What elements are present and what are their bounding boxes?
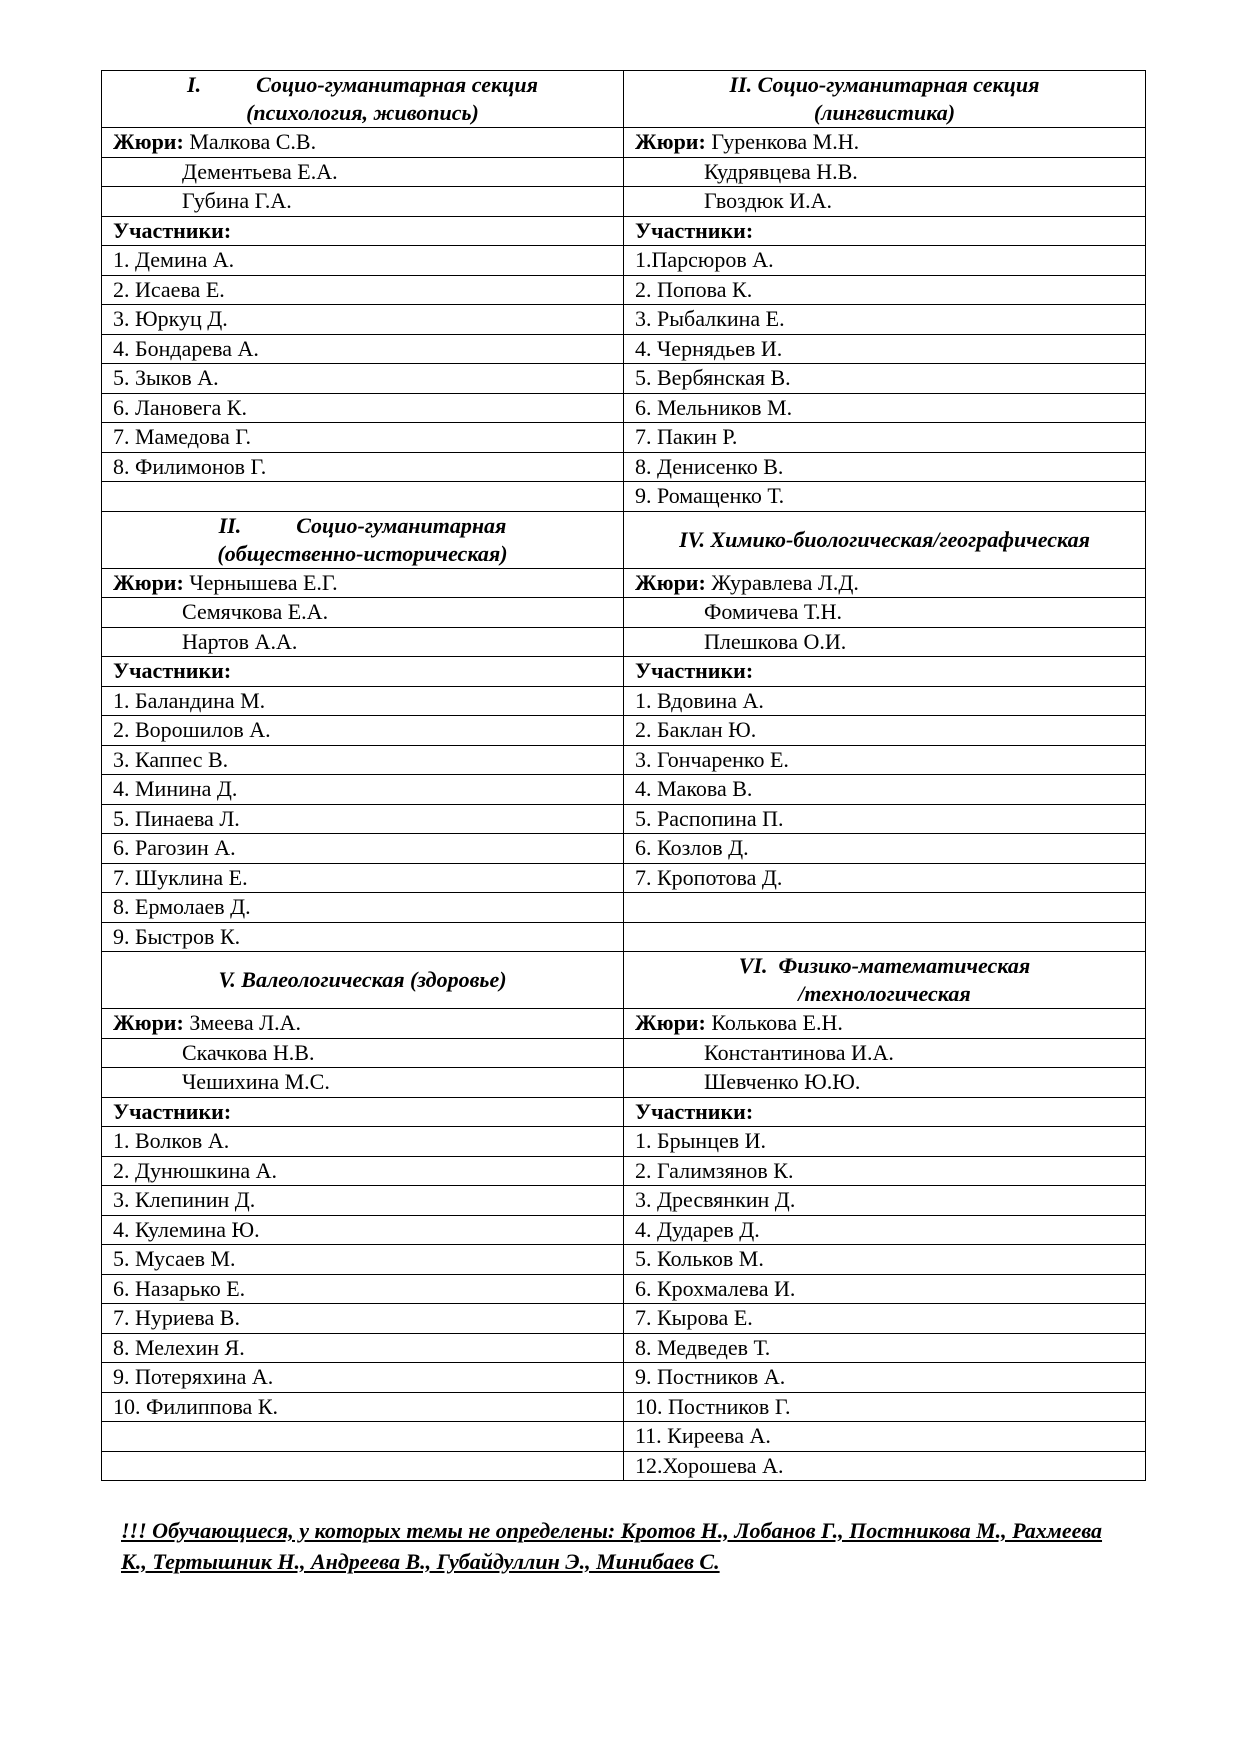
section-title	[102, 952, 624, 1009]
section-title-line: I. Социо-гуманитарная секция	[187, 72, 538, 97]
participant-row	[102, 1274, 1146, 1304]
jury-row	[102, 598, 1146, 628]
participant: 5. Кольков М.	[624, 1245, 1146, 1275]
participant: 3. Дресвянкин Д.	[624, 1186, 1146, 1216]
jury-member	[102, 627, 624, 657]
section-title-line: II. Социо-гуманитарная секция	[729, 72, 1040, 97]
jury-member	[102, 187, 624, 217]
participant: 5. Вербянская В.	[624, 364, 1146, 394]
participants-label: Участники:	[624, 216, 1146, 246]
participant: 7. Нуриева В.	[102, 1304, 624, 1334]
participant: 10. Постников Г.	[624, 1392, 1146, 1422]
participant: 8. Медведев Т.	[624, 1333, 1146, 1363]
participant: 3. Клепинин Д.	[102, 1186, 624, 1216]
jury-member	[102, 598, 624, 628]
jury-member	[102, 1009, 624, 1039]
participant: 11. Киреева А.	[624, 1422, 1146, 1452]
jury-name: Чернышева Е.Г.	[189, 569, 338, 595]
participant-row	[102, 1215, 1146, 1245]
section-title-line: V. Валеологическая (здоровье)	[218, 967, 507, 992]
participant: 1. Волков А.	[102, 1127, 624, 1157]
section-title	[624, 952, 1146, 1009]
participants-label-row	[102, 1097, 1146, 1127]
section-title-line: (лингвистика)	[813, 100, 956, 125]
participant-row	[102, 1333, 1146, 1363]
participant	[102, 1422, 624, 1452]
jury-name: Кудрявцева Н.В.	[704, 158, 858, 184]
participant	[102, 1451, 624, 1481]
jury-row	[102, 627, 1146, 657]
participant: 6. Мельников М.	[624, 393, 1146, 423]
participant: 7. Мамедова Г.	[102, 423, 624, 453]
jury-row	[102, 157, 1146, 187]
participant: 5. Распопина П.	[624, 804, 1146, 834]
participant: 3. Гончаренко Е.	[624, 745, 1146, 775]
section-title-line: (психология, живопись)	[246, 100, 479, 125]
participant: 2. Ворошилов А.	[102, 716, 624, 746]
participant: 1. Баландина М.	[102, 686, 624, 716]
jury-name: Плешкова О.И.	[704, 628, 847, 654]
participant: 7. Кропотова Д.	[624, 863, 1146, 893]
participant: 3. Рыбалкина Е.	[624, 305, 1146, 335]
participant-row	[102, 1186, 1146, 1216]
section-title	[102, 511, 624, 568]
jury-name: Фомичева Т.Н.	[704, 599, 842, 625]
participant: 7. Кырова Е.	[624, 1304, 1146, 1334]
participants-label: Участники:	[102, 216, 624, 246]
section-title	[624, 71, 1146, 128]
jury-member	[102, 1038, 624, 1068]
participant: 1. Демина А.	[102, 246, 624, 276]
participant: 9. Быстров К.	[102, 922, 624, 952]
participant-row	[102, 745, 1146, 775]
section-title-line: VI. Физико-математическая	[738, 953, 1031, 978]
jury-row	[102, 1009, 1146, 1039]
participants-label-row	[102, 657, 1146, 687]
participant-row	[102, 1451, 1146, 1481]
participant	[102, 482, 624, 512]
jury-member	[102, 568, 624, 598]
participant: 6. Назарько Е.	[102, 1274, 624, 1304]
jury-member	[102, 1068, 624, 1098]
participant: 5. Мусаев М.	[102, 1245, 624, 1275]
participant: 4. Бондарева А.	[102, 334, 624, 364]
jury-label: Жюри:	[113, 129, 184, 155]
participant-row	[102, 863, 1146, 893]
jury-member	[624, 568, 1146, 598]
participant: 4. Макова В.	[624, 775, 1146, 805]
participant-row	[102, 246, 1146, 276]
participant-row	[102, 305, 1146, 335]
participant: 8. Филимонов Г.	[102, 452, 624, 482]
participants-label: Участники:	[624, 1097, 1146, 1127]
jury-member	[624, 157, 1146, 187]
participant: 4. Чернядьев И.	[624, 334, 1146, 364]
jury-member	[624, 1009, 1146, 1039]
participant: 2. Баклан Ю.	[624, 716, 1146, 746]
participant-row	[102, 1156, 1146, 1186]
jury-name: Константинова И.А.	[704, 1039, 894, 1065]
participant-row	[102, 893, 1146, 923]
jury-name: Дементьева Е.А.	[182, 158, 338, 184]
participant: 1. Брынцев И.	[624, 1127, 1146, 1157]
participant: 2. Исаева Е.	[102, 275, 624, 305]
jury-name: Семячкова Е.А.	[182, 599, 329, 625]
participants-label: Участники:	[102, 657, 624, 687]
jury-member	[624, 1068, 1146, 1098]
section-title-line: II. Социо-гуманитарная	[218, 512, 507, 538]
participant: 8. Ермолаев Д.	[102, 893, 624, 923]
participant: 3. Юркуц Д.	[102, 305, 624, 335]
participant-row	[102, 775, 1146, 805]
jury-member	[624, 1038, 1146, 1068]
participant: 4. Дударев Д.	[624, 1215, 1146, 1245]
undetermined-topics-note: !!! Обучающиеся, у которых темы не определены: Кротов Н., Лобанов Г., Постникова М., Рахмеева К., Тертышник Н., Андреева В., Губайдуллин Э., Минибаев С.	[121, 1518, 1103, 1574]
participant: 9. Постников А.	[624, 1363, 1146, 1393]
jury-name: Нартов А.А.	[182, 628, 298, 654]
participant-row	[102, 393, 1146, 423]
section-header-row	[102, 511, 1146, 568]
participants-label-row	[102, 216, 1146, 246]
participant-row	[102, 804, 1146, 834]
participant-row	[102, 482, 1146, 512]
participant-row	[102, 364, 1146, 394]
participant: 6. Козлов Д.	[624, 834, 1146, 864]
section-title-line: /технологическая	[798, 981, 971, 1006]
jury-member	[102, 128, 624, 158]
participant: 4. Минина Д.	[102, 775, 624, 805]
section-title	[102, 71, 624, 128]
participant: 6. Лановега К.	[102, 393, 624, 423]
jury-label: Жюри:	[113, 1010, 184, 1036]
participant: 3. Каппес В.	[102, 745, 624, 775]
participant: 8. Мелехин Я.	[102, 1333, 624, 1363]
section-title	[624, 511, 1146, 568]
jury-row	[102, 1068, 1146, 1098]
jury-member	[624, 627, 1146, 657]
participant: 6. Рагозин А.	[102, 834, 624, 864]
jury-label: Жюри:	[635, 1010, 706, 1036]
jury-name: Гвоздюк И.А.	[704, 188, 833, 214]
jury-name: Колькова Е.Н.	[711, 1010, 843, 1036]
participant-row	[102, 922, 1146, 952]
participant: 1.Парсюров А.	[624, 246, 1146, 276]
participant	[624, 893, 1146, 923]
section-title-line: IV. Химико-биологическая/географическая	[679, 526, 1090, 552]
participant-row	[102, 275, 1146, 305]
participant: 7. Шуклина Е.	[102, 863, 624, 893]
participants-label: Участники:	[102, 1097, 624, 1127]
participant: 2. Дунюшкина А.	[102, 1156, 624, 1186]
participant-row	[102, 423, 1146, 453]
participant-row	[102, 1363, 1146, 1393]
participant-row	[102, 834, 1146, 864]
sections-table	[101, 70, 1146, 1481]
jury-name: Шевченко Ю.Ю.	[704, 1069, 861, 1095]
participant: 12.Хорошева А.	[624, 1451, 1146, 1481]
jury-row	[102, 568, 1146, 598]
participant: 6. Крохмалева И.	[624, 1274, 1146, 1304]
participant: 8. Денисенко В.	[624, 452, 1146, 482]
participant: 5. Зыков А.	[102, 364, 624, 394]
participant-row	[102, 1304, 1146, 1334]
participant: 4. Кулемина Ю.	[102, 1215, 624, 1245]
participant: 9. Потеряхина А.	[102, 1363, 624, 1393]
participant-row	[102, 686, 1146, 716]
jury-name: Журавлева Л.Д.	[711, 569, 859, 595]
participant: 10. Филиппова К.	[102, 1392, 624, 1422]
participant: 1. Вдовина А.	[624, 686, 1146, 716]
jury-name: Гуренкова М.Н.	[711, 129, 860, 155]
jury-member	[624, 598, 1146, 628]
section-header-row	[102, 71, 1146, 128]
jury-name: Губина Г.А.	[182, 188, 292, 214]
jury-member	[624, 128, 1146, 158]
participant: 2. Попова К.	[624, 275, 1146, 305]
jury-member	[102, 157, 624, 187]
jury-row	[102, 187, 1146, 217]
participant: 2. Галимзянов К.	[624, 1156, 1146, 1186]
participant-row	[102, 452, 1146, 482]
jury-row	[102, 128, 1146, 158]
jury-name: Чешихина М.С.	[182, 1069, 330, 1095]
participant-row	[102, 334, 1146, 364]
jury-label: Жюри:	[635, 129, 706, 155]
participant	[624, 922, 1146, 952]
participant-row	[102, 1245, 1146, 1275]
participant-row	[102, 1392, 1146, 1422]
jury-row	[102, 1038, 1146, 1068]
section-header-row	[102, 952, 1146, 1009]
participant: 7. Пакин Р.	[624, 423, 1146, 453]
jury-name: Малкова С.В.	[189, 129, 317, 155]
participant: 5. Пинаева Л.	[102, 804, 624, 834]
participant-row	[102, 716, 1146, 746]
participant-row	[102, 1422, 1146, 1452]
participant-row	[102, 1127, 1146, 1157]
jury-label: Жюри:	[635, 569, 706, 595]
participant: 9. Ромащенко Т.	[624, 482, 1146, 512]
participants-label: Участники:	[624, 657, 1146, 687]
jury-member	[624, 187, 1146, 217]
jury-name: Змеева Л.А.	[189, 1010, 301, 1036]
section-title-line: (общественно-историческая)	[217, 540, 508, 566]
jury-label: Жюри:	[113, 569, 184, 595]
jury-name: Скачкова Н.В.	[182, 1039, 315, 1065]
